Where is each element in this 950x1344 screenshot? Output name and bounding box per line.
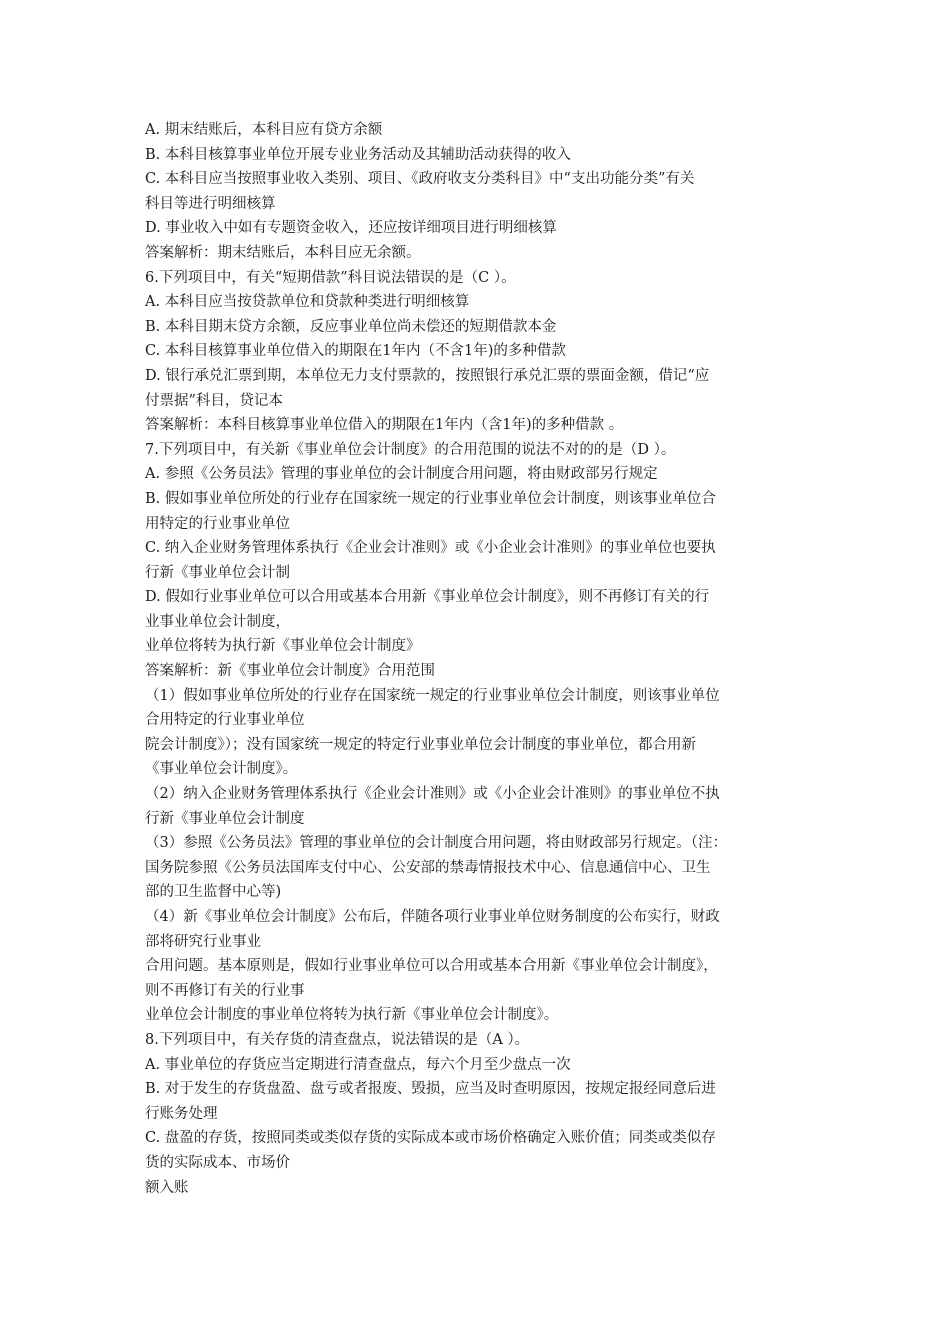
text-line: （2）纳入企业财务管理体系执行《企业会计准则》或《小企业会计准则》的事业单位不执 — [145, 786, 720, 803]
text-line: A. 事业单位的存货应当定期进行清查盘点，每六个月至少盘点一次 — [145, 1056, 571, 1073]
text-line: 答案解析：新《事业单位会计制度》合用范围 — [145, 663, 435, 680]
text-line: （3）参照《公务员法》管理的事业单位的会计制度合用问题，将由财政部另行规定。（注： — [145, 835, 727, 852]
text-line: D. 事业收入中如有专题资金收入，还应按详细项目进行明细核算 — [145, 220, 557, 237]
text-line: D. 假如行业事业单位可以合用或基本合用新《事业单位会计制度》，则不再修订有关的行 — [145, 589, 710, 606]
text-line: 国务院参照《公务员法国库支付中心、公安部的禁毒情报技术中心、信息通信中心、卫生 — [145, 859, 711, 876]
text-line: 7.下列项目中，有关新《事业单位会计制度》的合用范围的说法不对的的是（D ）。 — [145, 441, 676, 458]
text-line: 用特定的行业事业单位 — [145, 515, 290, 532]
text-line: C. 纳入企业财务管理体系执行《企业会计准则》或《小企业会计准则》的事业单位也要执 — [145, 540, 716, 557]
text-line: 科目等进行明细核算 — [145, 195, 276, 212]
text-line: 行新《事业单位会计制 — [145, 564, 290, 581]
text-line: 《事业单位会计制度》。 — [145, 761, 298, 778]
text-line: （1）假如事业单位所处的行业存在国家统一规定的行业事业单位会计制度，则该事业单位 — [145, 687, 720, 704]
text-line: B. 假如事业单位所处的行业存在国家统一规定的行业事业单位会计制度，则该事业单位合 — [145, 490, 716, 507]
text-line: B. 本科目核算事业单位开展专业业务活动及其辅助活动获得的收入 — [145, 146, 571, 163]
text-line: 合用特定的行业事业单位 — [145, 712, 305, 729]
text-line: 部的卫生监督中心等) — [145, 884, 282, 901]
text-line: 合用问题。基本原则是，假如行业事业单位可以合用或基本合用新《事业单位会计制度》， — [145, 958, 718, 975]
text-line: （4）新《事业单位会计制度》公布后，伴随各项行业事业单位财务制度的公布实行，财政 — [145, 909, 720, 925]
text-line: 则不再修订有关的行业事 — [145, 982, 305, 999]
text-line: 8.下列项目中，有关存货的清查盘点，说法错误的是（A ）。 — [145, 1031, 530, 1048]
text-line: 行账务处理 — [145, 1105, 218, 1122]
text-line: A. 本科目应当按贷款单位和贷款种类进行明细核算 — [145, 294, 470, 311]
text-line: 业单位将转为执行新《事业单位会计制度》 — [145, 638, 421, 655]
text-line: 额入账 — [145, 1179, 189, 1196]
text-line: 行新《事业单位会计制度 — [145, 810, 305, 827]
text-line: 部将研究行业事业 — [145, 933, 261, 950]
document-body — [145, 118, 810, 1200]
text-line: C. 本科目核算事业单位借入的期限在1年内（不含1年)的多种借款 — [145, 343, 566, 360]
text-line: 业单位会计制度的事业单位将转为执行新《事业单位会计制度》。 — [145, 1007, 559, 1024]
text-line: 答案解析：期末结账后，本科目应无余额。 — [145, 244, 421, 261]
text-line: A. 期末结账后，本科目应有贷方余额 — [145, 122, 383, 138]
text-line: B. 本科目期末贷方余额，反应事业单位尚未偿还的短期借款本金 — [145, 318, 557, 335]
text-line: D. 银行承兑汇票到期，本单位无力支付票款的，按照银行承兑汇票的票面金额，借记“应 — [145, 367, 710, 384]
text-line: C. 盘盈的存货，按照同类或类似存货的实际成本或市场价格确定入账价值；同类或类似存 — [145, 1130, 716, 1147]
text-line: 答案解析：本科目核算事业单位借入的期限在1年内（含1年)的多种借款 。 — [145, 417, 624, 434]
text-line: 院会计制度》）；没有国家统一规定的特定行业事业单位会计制度的事业单位，都合用新 — [145, 736, 696, 753]
text-line: C. 本科目应当按照事业收入类别、项目、《政府收支分类科目》中“支出功能分类”有关 — [145, 171, 695, 188]
text-line: B. 对于发生的存货盘盈、盘亏或者报废、毁损，应当及时查明原因，按规定报经同意后进 — [145, 1081, 716, 1098]
text-line: 业事业单位会计制度， — [145, 613, 290, 630]
text-line: 付票据”科目，贷记本 — [145, 392, 283, 409]
text-line: A. 参照《公务员法》管理的事业单位的会计制度合用问题，将由财政部另行规定 — [145, 466, 658, 483]
text-line: 6.下列项目中，有关“短期借款”科目说法错误的是（C ）。 — [145, 269, 516, 286]
text-line: 货的实际成本、市场价 — [145, 1154, 290, 1171]
